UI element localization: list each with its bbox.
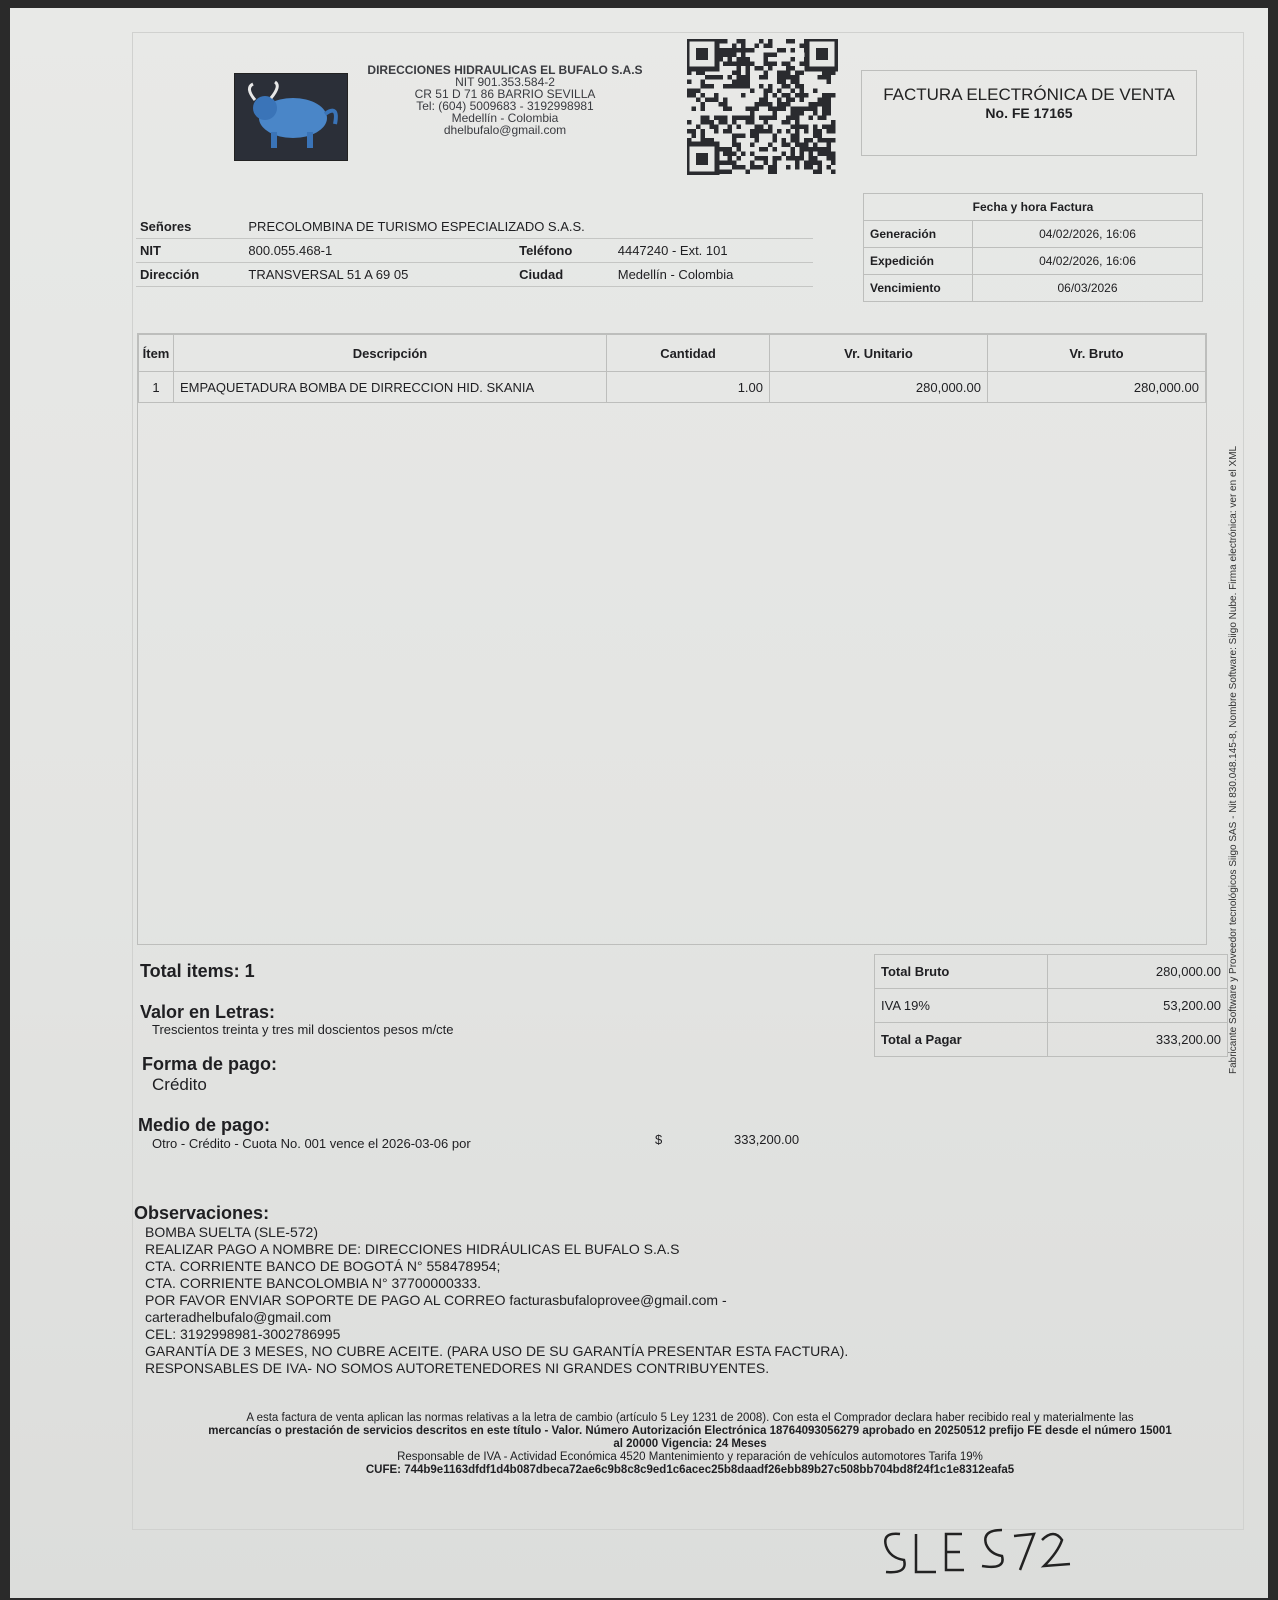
medio-pago-label: Medio de pago:	[138, 1115, 270, 1135]
items-table	[137, 333, 1207, 945]
dates-table	[863, 193, 1203, 302]
total-label: Total Bruto	[875, 955, 1048, 989]
ciudad-label: Ciudad	[515, 263, 614, 287]
company-block	[350, 64, 660, 136]
obs-line: POR FAVOR ENVIAR SOPORTE DE PAGO AL CORREO facturasbufaloprovee@gmail.com -	[145, 1292, 727, 1308]
date-value: 04/02/2026, 16:06	[973, 248, 1203, 275]
item-description: EMPAQUETADURA BOMBA DE DIRRECCION HID. SKANIA	[174, 372, 607, 403]
footer-line: Responsable de IVA - Actividad Económica 4520 Mantenimiento y reparación de vehículos automotores Tarifa 19%	[397, 1451, 983, 1463]
company-name: DIRECCIONES HIDRAULICAS EL BUFALO S.A.S	[367, 63, 643, 77]
invoice-title: FACTURA ELECTRÓNICA DE VENTA	[883, 85, 1175, 104]
nit-label: NIT	[136, 239, 244, 263]
client-phone: 4447240 - Ext. 101	[614, 239, 813, 263]
observaciones-label: Observaciones:	[134, 1203, 270, 1223]
invoice-number: No. FE 17165	[985, 105, 1073, 121]
col-unit-price: Vr. Unitario	[770, 335, 988, 372]
col-item: Ítem	[139, 335, 174, 372]
client-nit: 800.055.468-1	[244, 239, 515, 263]
obs-line: REALIZAR PAGO A NOMBRE DE: DIRECCIONES HIDRÁULICAS EL BUFALO S.A.S	[145, 1241, 680, 1257]
total-value: 333,200.00	[1048, 1023, 1228, 1057]
item-gross: 280,000.00	[988, 372, 1206, 403]
total-label: Total a Pagar	[875, 1023, 1048, 1057]
total-label: IVA 19%	[875, 989, 1048, 1023]
company-phone: Tel: (604) 5009683 - 3192998981	[416, 99, 594, 113]
forma-pago: Crédito	[152, 1075, 207, 1094]
client-table	[136, 215, 813, 287]
col-quantity: Cantidad	[607, 335, 770, 372]
date-label: Expedición	[864, 248, 973, 275]
valor-letras-label: Valor en Letras:	[140, 1002, 276, 1022]
obs-line: CTA. CORRIENTE BANCO DE BOGOTÁ N° 558478954;	[145, 1258, 501, 1274]
col-description: Descripción	[174, 335, 607, 372]
total-value: 280,000.00	[1048, 955, 1228, 989]
col-gross: Vr. Bruto	[988, 335, 1206, 372]
medio-pago: Otro - Crédito - Cuota No. 001 vence el 2026-03-06 por	[152, 1136, 471, 1151]
item-number: 1	[139, 372, 174, 403]
client-name: PRECOLOMBINA DE TURISMO ESPECIALIZADO S.A.S.	[244, 215, 813, 239]
client-city: Medellín - Colombia	[614, 263, 813, 287]
senores-label: Señores	[136, 215, 244, 239]
medio-amount: 333,200.00	[734, 1132, 800, 1147]
table-row	[139, 372, 1206, 403]
total-items: Total items: 1	[140, 961, 255, 981]
obs-line: carteradhelbufalo@gmail.com	[145, 1309, 332, 1325]
obs-line: CEL: 3192998981-3002786995	[145, 1326, 341, 1342]
forma-pago-label: Forma de pago:	[142, 1054, 278, 1074]
telefono-label: Teléfono	[515, 239, 614, 263]
total-value: 53,200.00	[1048, 989, 1228, 1023]
item-quantity: 1.00	[607, 372, 770, 403]
valor-letras: Trescientos treinta y tres mil doscientos pesos m/cte	[152, 1022, 454, 1037]
date-label: Vencimiento	[864, 275, 973, 302]
observaciones-block	[145, 1224, 848, 1377]
item-unit-price: 280,000.00	[770, 372, 988, 403]
direccion-label: Dirección	[136, 263, 244, 287]
software-note: Fabricante Software y Proveedor tecnológicos Siigo SAS - Nit 830.048.145-8, Nombre Software: Siigo Nube. Firma electrónica: ver en el XML	[1228, 445, 1239, 1074]
date-value: 04/02/2026, 16:06	[973, 221, 1203, 248]
invoice-title-box	[861, 70, 1197, 156]
medio-currency: $	[655, 1132, 663, 1147]
obs-line: BOMBA SUELTA (SLE-572)	[145, 1224, 318, 1240]
dates-header: Fecha y hora Factura	[864, 194, 1203, 221]
company-email: dhelbufalo@gmail.com	[443, 123, 567, 137]
company-city: Medellín - Colombia	[451, 111, 559, 125]
client-address: TRANSVERSAL 51 A 69 05	[244, 263, 515, 287]
company-address: CR 51 D 71 86 BARRIO SEVILLA	[414, 87, 596, 101]
qr-code	[687, 39, 838, 175]
obs-line: CTA. CORRIENTE BANCOLOMBIA N° 37700000333.	[145, 1275, 482, 1291]
handwritten-note	[878, 1522, 1078, 1587]
legal-footer	[160, 1412, 1220, 1477]
date-value: 06/03/2026	[973, 275, 1203, 302]
cufe: CUFE: 744b9e1163dfdf1d4b087dbeca72ae6c9b8c8c9ed1c6acec25b8daadf26ebb89b27c508bb704bd8f24f1c1e8312eafa5	[365, 1464, 1015, 1476]
footer-line: A esta factura de venta aplican las normas relativas a la letra de cambio (artículo 5 Ley 1231 de 2008). Con esta el Comprador declara haber recibido real y materialmente las	[246, 1412, 1134, 1424]
company-nit: NIT 901.353.584-2	[455, 75, 555, 89]
obs-line: GARANTÍA DE 3 MESES, NO CUBRE ACEITE. (PARA USO DE SU GARANTÍA PRESENTAR ESTA FACTURA).	[145, 1343, 849, 1359]
date-label: Generación	[864, 221, 973, 248]
footer-line: al 20000 Vigencia: 24 Meses	[613, 1438, 767, 1450]
totals-table	[874, 954, 1228, 1057]
footer-line: mercancías o prestación de servicios descritos en este título - Valor. Número Autorización Electrónica 18764093056279 aprobado en 20250512 prefijo FE desde el número 15001	[208, 1425, 1172, 1437]
bull-logo	[234, 73, 348, 161]
obs-line: RESPONSABLES DE IVA- NO SOMOS AUTORETENEDORES NI GRANDES CONTRIBUYENTES.	[145, 1360, 770, 1376]
